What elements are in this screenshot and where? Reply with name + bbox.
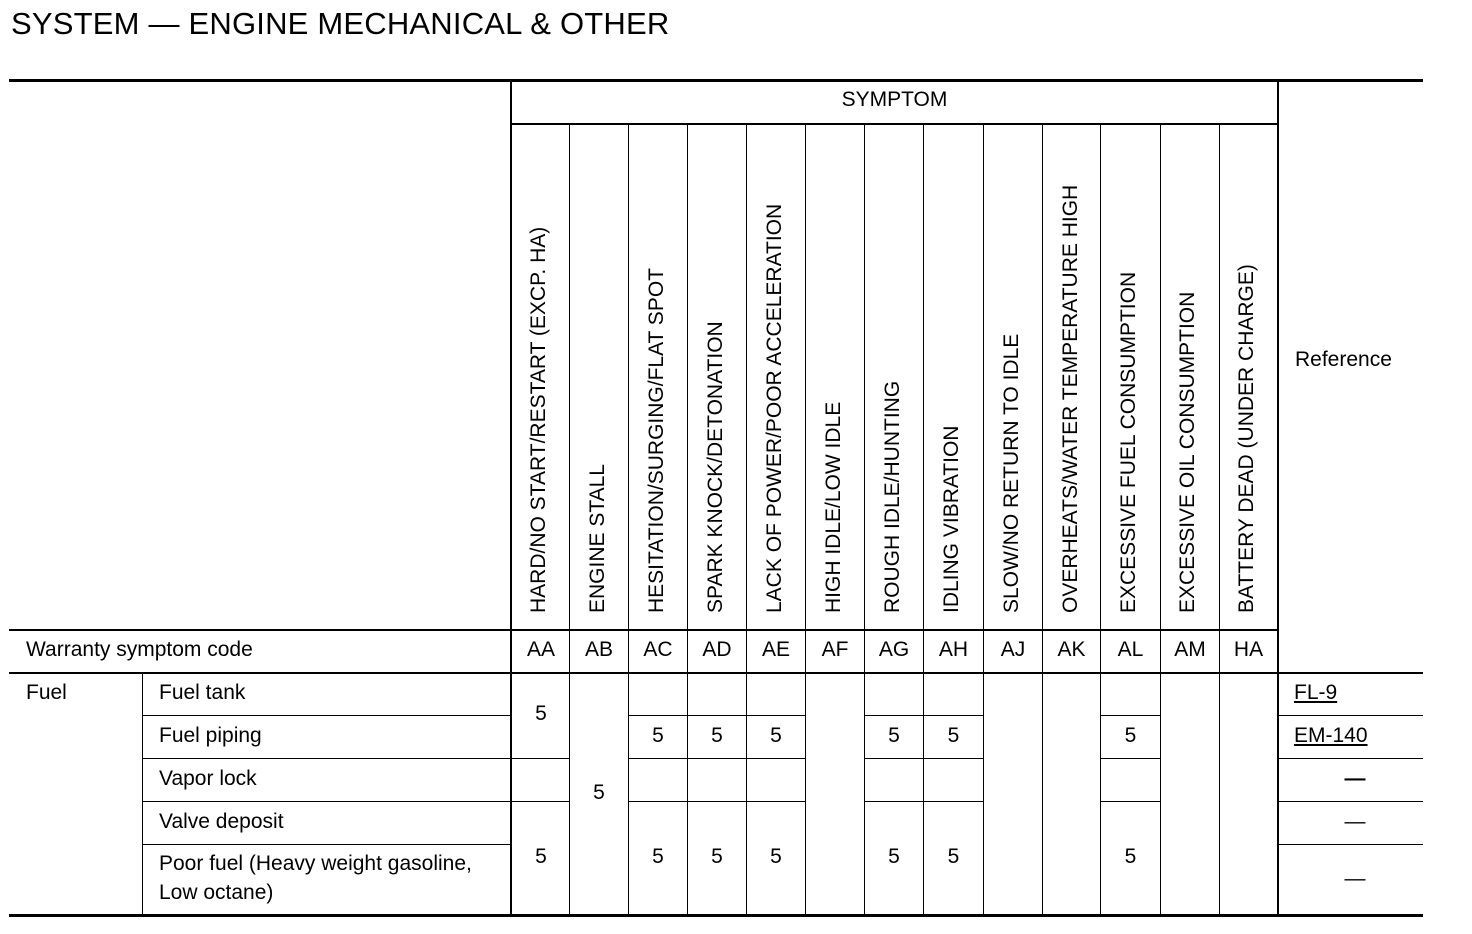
table-cell-value: 5 [947,845,960,868]
symptom-code: AM [1174,638,1206,661]
table-cell-value: 5 [947,724,960,747]
reference-none: — [1344,767,1366,790]
table-cell-value: 5 [770,724,782,747]
symptom-code: AG [878,638,910,661]
row-item-label: Fuel piping [159,724,262,747]
table-cell-value: 5 [711,845,723,868]
reference-link-em-140[interactable]: EM-140 [1294,724,1368,747]
table-cell-value: 5 [593,781,605,804]
column-header: OVERHEATS/WATER TEMPERATURE HIGH [1059,184,1082,613]
code-row-top-rule [9,629,1279,631]
symptom-code: AC [643,638,673,661]
column-header: SPARK KNOCK/DETONATION [704,321,727,613]
table-cell-value: 5 [888,845,900,868]
reference-link-fl-9[interactable]: FL-9 [1294,681,1338,704]
column-header: IDLING VIBRATION [940,425,963,613]
table-cell-value: 5 [1124,845,1137,868]
warranty-symptom-code-label: Warranty symptom code [26,638,253,661]
column-header: EXCESSIVE FUEL CONSUMPTION [1117,271,1140,613]
table-cell-value: 5 [652,845,664,868]
row-item-label: Poor fuel (Heavy weight gasoline, [159,852,472,875]
column-header: ROUGH IDLE/HUNTING [881,380,904,613]
reference-none: — [1344,867,1366,890]
table-cell-value: 5 [535,845,547,868]
symptom-code: AH [938,638,969,661]
symptom-code: AA [526,638,555,661]
table-cell-value: 5 [652,724,664,747]
reference-none: — [1344,810,1366,833]
symptom-code: AK [1057,638,1086,661]
column-header: ENGINE STALL [586,464,609,613]
symptom-code: AJ [1000,638,1026,661]
reference-header: Reference [1295,348,1392,371]
column-header: HIGH IDLE/LOW IDLE [822,401,845,613]
symptom-code: AE [761,638,790,661]
row-item-label: Valve deposit [159,810,284,833]
column-header: LACK OF POWER/POOR ACCELERATION [763,203,786,613]
table-cell-value: 5 [1124,724,1137,747]
column-header: EXCESSIVE OIL CONSUMPTION [1176,291,1199,613]
table-top-rule [9,79,1423,82]
table-cell-value: 5 [535,702,547,725]
row-item-label-line2: Low octane) [159,881,274,904]
symptom-code: AF [821,638,849,661]
symptom-code: HA [1233,638,1264,661]
column-header: BATTERY DEAD (UNDER CHARGE) [1235,264,1258,613]
symptom-code: AD [702,638,732,661]
column-header: HARD/NO START/RESTART (EXCP. HA) [527,226,550,613]
table-cell-value: 5 [770,845,782,868]
row-item-label: Vapor lock [159,767,257,790]
group-label: Fuel [26,681,67,704]
symptom-header: SYMPTOM [841,88,948,111]
code-row-bottom-rule [9,672,1423,674]
page-title: SYSTEM — ENGINE MECHANICAL & OTHER [11,6,670,41]
row-item-label: Fuel tank [159,681,246,704]
column-header: SLOW/NO RETURN TO IDLE [1000,333,1023,613]
symptom-code: AB [584,638,613,661]
table-bottom-rule [9,914,1423,917]
column-header: HESITATION/SURGING/FLAT SPOT [645,268,668,613]
symptom-header-rule [511,123,1279,125]
table-cell-value: 5 [888,724,900,747]
symptom-code: AL [1117,638,1144,661]
table-cell-value: 5 [711,724,723,747]
